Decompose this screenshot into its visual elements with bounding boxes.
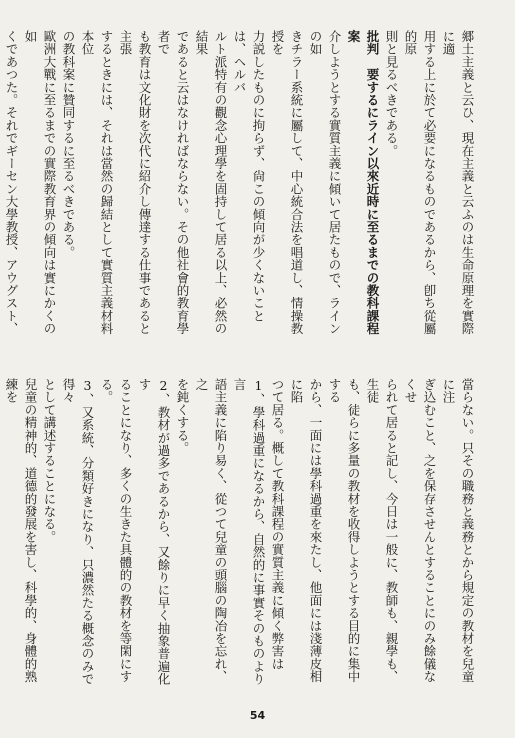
text-line: 則と見るべきである。 <box>384 30 399 157</box>
text-line: するときには、それは當然の歸結として實質主義材料本位 <box>80 30 114 335</box>
text-line: として講述することになる。 <box>42 378 57 544</box>
text-line: も教育は文化財を次代に紹介し傳達する仕事であると主張 <box>118 30 152 335</box>
bottom-text-block <box>4 378 477 688</box>
text-line: から、一面には學科過重を來たし、他面には淺薄皮相に陷 <box>289 378 323 683</box>
text-line: 用する上に於て必要になるものであるから、卽ち從屬的原 <box>403 30 437 335</box>
text-line: ることになり、多くの生きた具體的の教材を等閑にする。 <box>99 378 133 683</box>
text-line: 1、學科過重になるから、自然的に事實そのものより言 <box>232 378 266 686</box>
text-line: 歐洲大戰に至るまでの實際教育界の傾向は實にかくの如 <box>23 30 57 335</box>
text-line: 介しようとする實質主義に傾いて居たもので、ラインの如 <box>308 30 342 335</box>
text-line: 力説したものに拘らず、尙この傾向が少くないことは、ヘルバ <box>232 30 266 323</box>
text-line <box>0 378 2 688</box>
text-line: 3、又系統、分類好きになり、只濃然たる概念のみで得々 <box>61 378 95 686</box>
text-line: ぎ込むこと、之を保存させんとすることにのみ餘儀なくせ <box>403 378 437 683</box>
text-line: 兒童の精神的、道德的發展を害し、科學的、身體的熟練を <box>4 378 38 683</box>
text-line: であると云はなければならない。その他社會的教育學者で <box>156 30 190 335</box>
text-line: つて居る。概して教科課程の實質主義に傾く弊害は <box>270 378 285 671</box>
text-line: も、徒らに多量の教材を收得しようとする目的に集中する <box>327 378 361 683</box>
text-line: 郷土主義と云ひ、現在主義と云ふのは生命原理を實際に適 <box>441 30 475 335</box>
text-line: を鈍くする。 <box>175 378 190 455</box>
text-line: 當らない。只その職務と義務とから規定の教材を兒童に注 <box>441 378 475 683</box>
text-line: ルト派特有の觀念心理學を固持して居る以上、必然の結果 <box>194 30 228 335</box>
page-number: 54 <box>249 709 266 722</box>
text-line: られて居ると記し、今日は一般に、教師も、親學も、生徒 <box>365 378 399 683</box>
top-text-block <box>4 30 477 345</box>
text-line: 語主義に陷り易く、從つて兒童の頭腦の陶冶を忘れ、之 <box>194 378 228 683</box>
paragraph-heading: 批判 要するにライン以來近時に至るまでの教科課程案 <box>346 30 380 335</box>
text-line: くであつた。それでギーセン大學教授、アウグスト、 <box>4 30 19 335</box>
text-line: きチラー系統に屬して、中心統合法を唱道し、情操教授を <box>270 30 304 335</box>
text-line: の教科案に贊同するに至るべきである。 <box>61 30 76 259</box>
text-line: 2、教材が過多であるから、又餘りに早く抽象普遍化す <box>137 378 171 686</box>
